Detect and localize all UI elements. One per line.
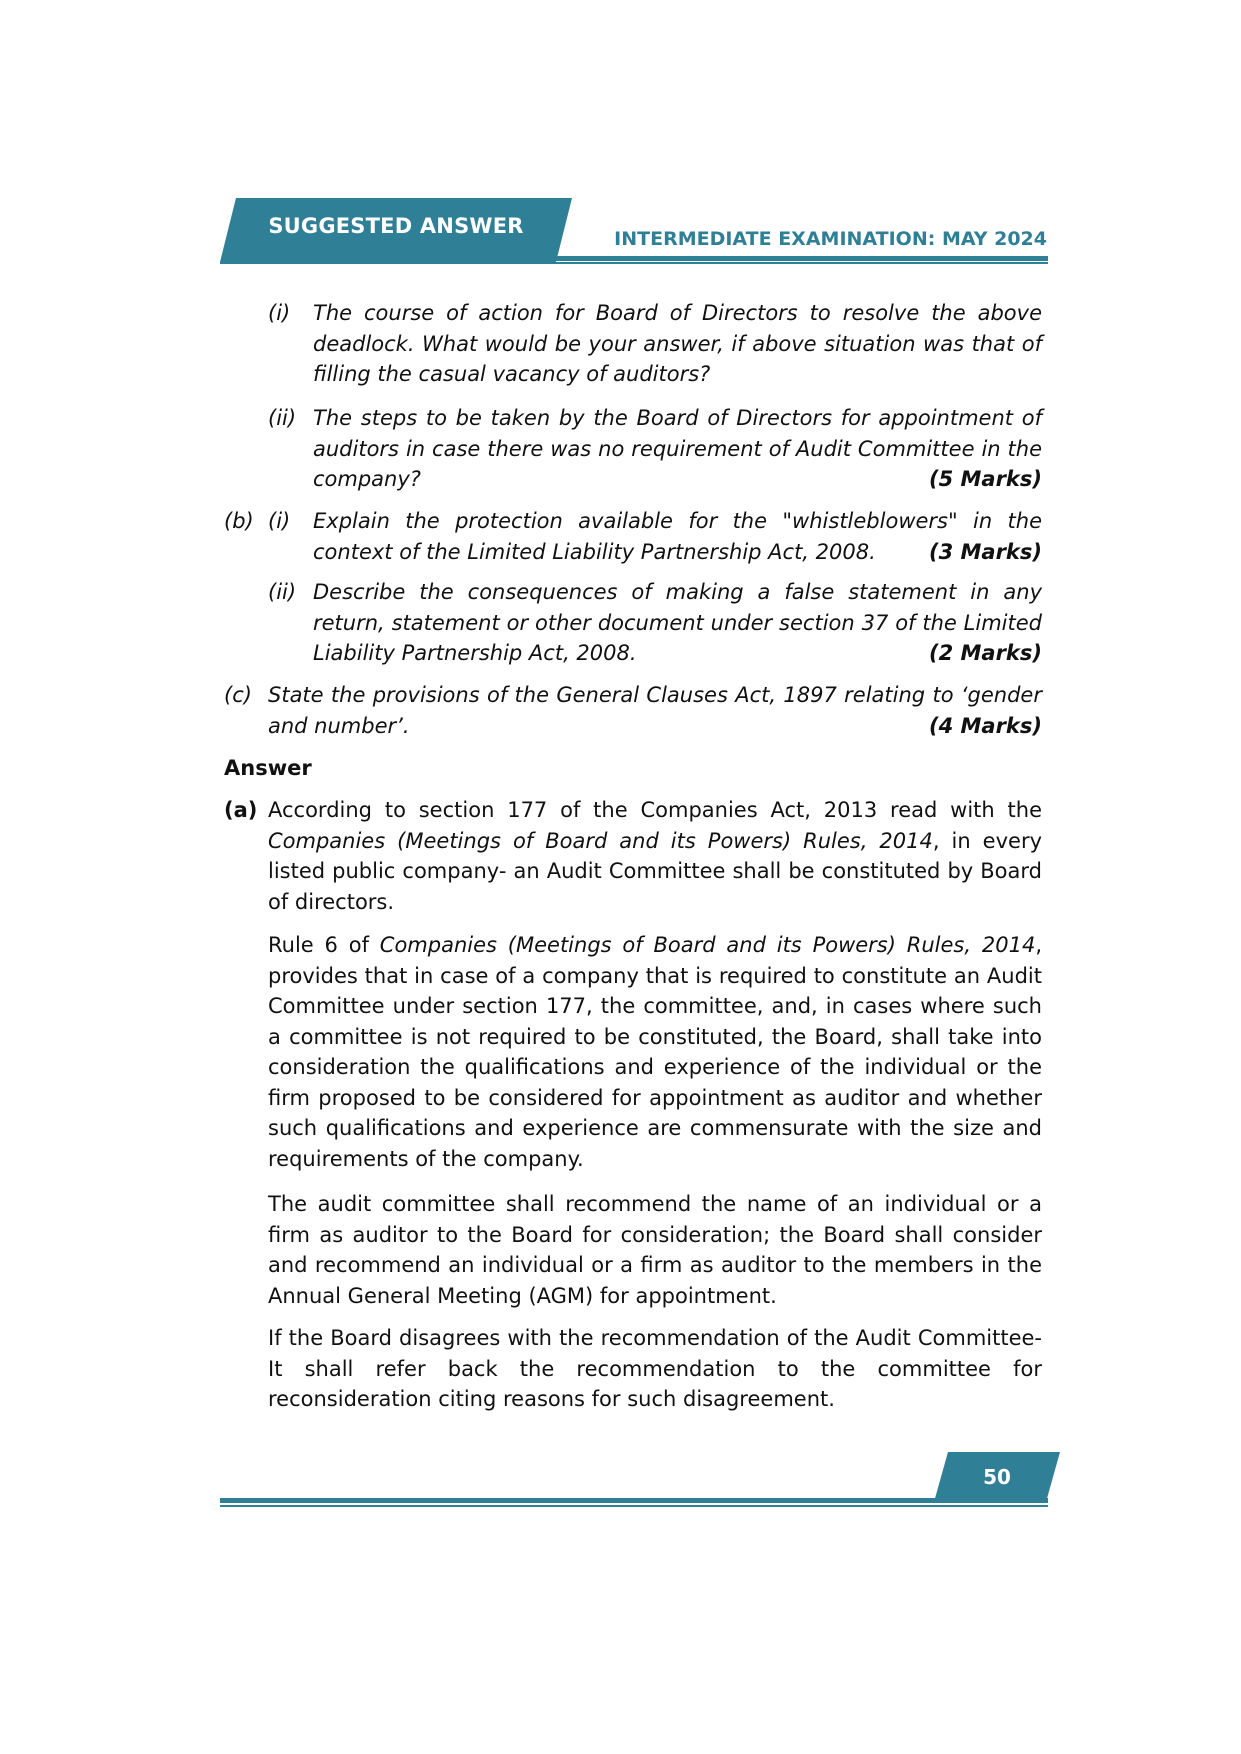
- question-text: The steps to be taken by the Board of Directors for appointment of auditors in case there was no requirement of Audit Committee in the company?: [313, 406, 1042, 491]
- rules-citation: Companies (Meetings of Board and its Powers) Rules, 2014: [379, 933, 1036, 957]
- question-part-label: (b): [224, 509, 254, 533]
- question-text: State the provisions of the General Clauses Act, 1897 relating to ‘gender and number’.: [268, 683, 1042, 738]
- answer-part-label: (a): [224, 798, 258, 822]
- exam-title: INTERMEDIATE EXAMINATION: MAY 2024: [614, 228, 1047, 250]
- answer-paragraph: The audit committee shall recommend the name of an individual or a firm as auditor to the Board for consideration; the Board shall consider and recommend an individual or a firm as auditor to the members in the Annual General Meeting (AGM) for appointment.: [268, 1192, 1042, 1308]
- answer-text: , in every listed public company- an Audit Committee shall be constituted by Board of directors.: [268, 828, 1043, 914]
- answer-paragraph: [268, 795, 1042, 917]
- footer-rule-thin: [220, 1505, 1048, 1507]
- page-number: 50: [983, 1465, 1011, 1489]
- question-label: (ii): [268, 580, 297, 604]
- answer-paragraph: [268, 930, 1042, 1174]
- answer-text: , provides that in case of a company that is required to constitute an Audit Committee under section 177, the committee, and, in cases where such a committee is not required to be constituted, the Board, shall take into consideration the qualifications and experience of the individual or the firm proposed to be considered for appointment as auditor and whether such qualifications and experience are commensurate with the size and requirements of the company.: [268, 933, 1042, 1171]
- answer-text: According to section 177 of the Companies Act, 2013 read with the: [268, 798, 1042, 822]
- question-marks: (2 Marks): [928, 641, 1042, 665]
- question-text-block: [313, 403, 1042, 495]
- rules-citation: Companies (Meetings of Board and its Powers) Rules, 2014: [268, 828, 933, 853]
- answer-paragraph: If the Board disagrees with the recommendation of the Audit Committee- It shall refer back the recommendation to the committee for reconsideration citing reasons for such disagreement.: [268, 1326, 1042, 1411]
- footer-rule-thick: [220, 1498, 1048, 1503]
- question-label: (i): [268, 301, 291, 325]
- header-rule-thick: [552, 256, 1048, 261]
- question-marks: (3 Marks): [928, 539, 1042, 564]
- answer-heading: Answer: [224, 756, 312, 780]
- question-text-block: [313, 577, 1042, 669]
- question-marks: (5 Marks): [928, 467, 1042, 491]
- question-part-label: (c): [224, 683, 252, 707]
- answer-text: Rule 6 of: [268, 933, 380, 957]
- question-label: (ii): [268, 406, 297, 430]
- question-text-block: [313, 506, 1042, 567]
- question-text: The course of action for Board of Directors to resolve the above deadlock. What would be your answer, if above situation was that of filling the casual vacancy of auditors?: [313, 301, 1042, 386]
- question-text: Describe the consequences of making a false statement in any return, statement or other document under section 37 of the Limited Liability Partnership Act, 2008.: [313, 580, 1042, 665]
- question-label: (i): [268, 509, 291, 533]
- question-text-block: [268, 680, 1042, 741]
- question-marks: (4 Marks): [928, 713, 1042, 738]
- header-rule-thin: [220, 262, 1048, 264]
- header-tab-label: SUGGESTED ANSWER: [268, 214, 524, 238]
- question-text: Explain the protection available for the "whistleblowers" in the context of the Limited Liability Partnership Act, 2008.: [313, 509, 1042, 564]
